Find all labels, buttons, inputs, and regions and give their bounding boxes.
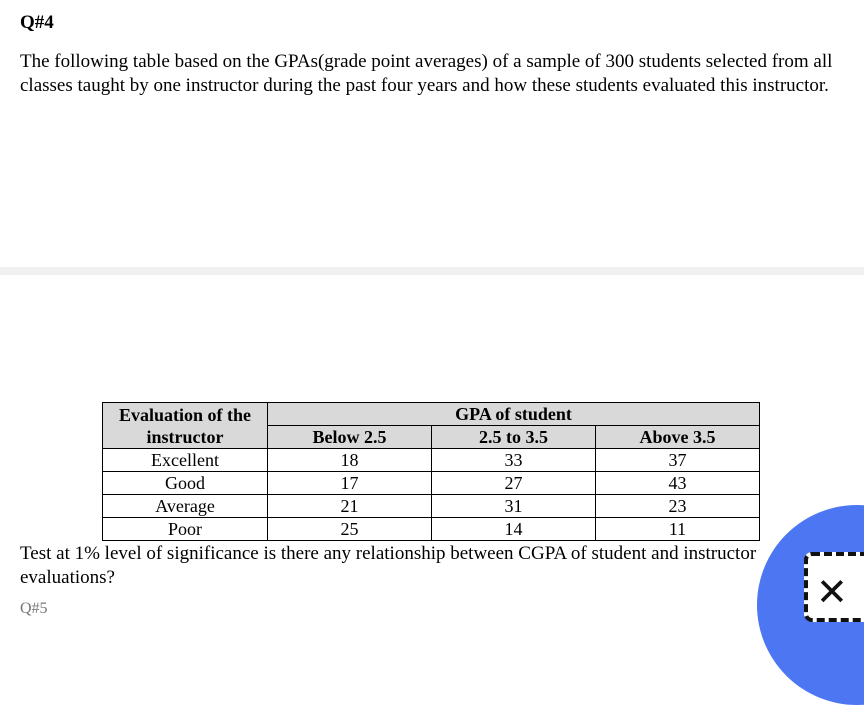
next-question-title: Q#5 (20, 600, 48, 617)
table-cell: 11 (596, 518, 760, 541)
question-title: Q#4 (20, 12, 54, 33)
table-row (103, 518, 760, 541)
section-divider (0, 267, 864, 275)
table-row (103, 472, 760, 495)
table-cell: 17 (268, 472, 432, 495)
column-header: Below 2.5 (268, 426, 432, 449)
table-cell: 23 (596, 495, 760, 518)
table-row (103, 495, 760, 518)
column-header: 2.5 to 3.5 (432, 426, 596, 449)
table-cell: 33 (432, 449, 596, 472)
question-followup: Test at 1% level of significance is there any relationship between CGPA of student and instructor evaluations? (20, 543, 757, 588)
row-label: Poor (103, 518, 268, 541)
table-cell: 37 (596, 449, 760, 472)
table-cell: 18 (268, 449, 432, 472)
group-header: GPA of student (268, 403, 760, 426)
table-cell: 27 (432, 472, 596, 495)
table-cell: 25 (268, 518, 432, 541)
row-label: Excellent (103, 449, 268, 472)
row-label: Good (103, 472, 268, 495)
column-header: Above 3.5 (596, 426, 760, 449)
row-label: Average (103, 495, 268, 518)
question-intro: The following table based on the GPAs(grade point averages) of a sample of 300 students selected from all classes taught by one instructor during the past four years and how these students evaluated this instructor. (20, 51, 833, 96)
crop-icon[interactable]: ✕ (804, 552, 864, 622)
table-cell: 21 (268, 495, 432, 518)
table-cell: 43 (596, 472, 760, 495)
table-row (103, 449, 760, 472)
row-header: Evaluation of the instructor (103, 403, 268, 449)
table-cell: 14 (432, 518, 596, 541)
gpa-evaluation-table (102, 402, 760, 541)
table-cell: 31 (432, 495, 596, 518)
